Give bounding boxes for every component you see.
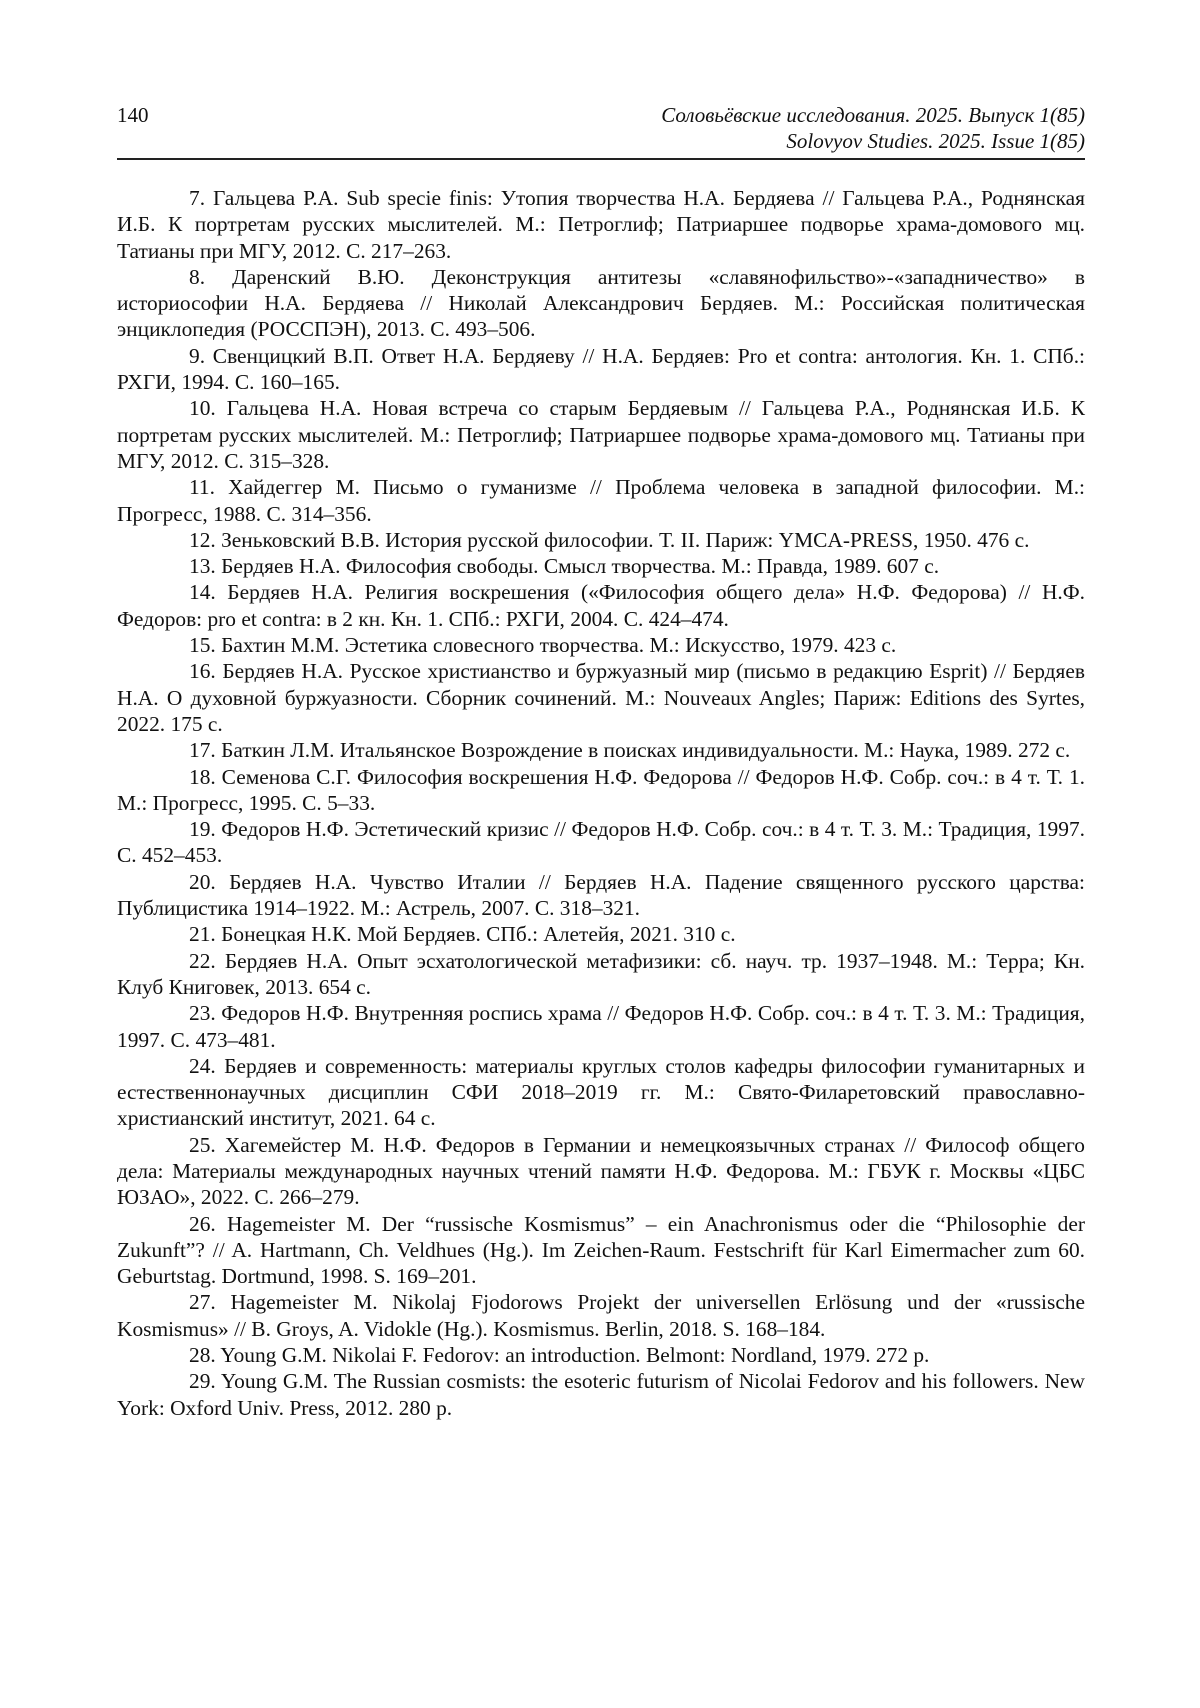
reference-item: 23. Федоров Н.Ф. Внутренняя роспись храма // Федоров Н.Ф. Собр. соч.: в 4 т. Т. 3. М.: Традиция, 1997. С. 473–481. xyxy=(117,1001,1085,1052)
reference-item: 10. Гальцева Н.А. Новая встреча со старым Бердяевым // Гальцева Р.А., Роднянская И.Б. К портретам русских мыслителей. М.: Петроглиф; Патриаршее подворье храма-домового мц. Татианы при МГУ, 2012. С. 315–328. xyxy=(117,396,1085,473)
reference-item: 11. Хайдеггер М. Письмо о гуманизме // Проблема человека в западной философии. М.: Прогресс, 1988. С. 314–356. xyxy=(117,475,1085,526)
journal-title-ru: Соловьёвские исследования. 2025. Выпуск 1(85) xyxy=(661,103,1085,127)
reference-item: 12. Зеньковский В.В. История русской философии. Т. II. Париж: YMCA-PRESS, 1950. 476 с. xyxy=(189,527,1030,552)
journal-title-en: Solovyov Studies. 2025. Issue 1(85) xyxy=(786,129,1085,153)
page-number: 140 xyxy=(117,103,149,127)
reference-item: 14. Бердяев Н.А. Религия воскрешения («Философия общего дела» Н.Ф. Федорова) // Н.Ф. Федоров: pro et contra: в 2 кн. Кн. 1. СПб.: РХГИ, 2004. С. 424–474. xyxy=(117,580,1085,631)
reference-item: 19. Федоров Н.Ф. Эстетический кризис // Федоров Н.Ф. Собр. соч.: в 4 т. Т. 3. М.: Традиция, 1997. С. 452–453. xyxy=(117,817,1085,868)
reference-item: 27. Hagemeister M. Nikolaj Fjodorows Projekt der universellen Erlösung und der «russische Kosmismus» // B. Groys, A. Vidokle (Hg.). Kosmismus. Berlin, 2018. S. 168–184. xyxy=(117,1290,1085,1341)
reference-item: 13. Бердяев Н.А. Философия свободы. Смысл творчества. М.: Правда, 1989. 607 с. xyxy=(189,554,940,579)
reference-item: 26. Hagemeister M. Der “russische Kosmismus” – ein Anachronismus oder die “Philosophie der Zukunft”? // A. Hartmann, Ch. Veldhues (Hg.). Im Zeichen-Raum. Festschrift für Karl Eimermacher zum 60. Geburtstag. Dortmund, 1998. S. 169–201. xyxy=(117,1211,1085,1289)
reference-item: 24. Бердяев и современность: материалы круглых столов кафедры философии гуманитарных и естественнонаучных дисциплин СФИ 2018–2019 гг. М.: Свято-Филаретовский православно-христианский институт, 2021. 64 с. xyxy=(117,1053,1085,1131)
reference-list xyxy=(117,185,1085,1421)
reference-item: 8. Даренский В.Ю. Деконструкция антитезы «славянофильство»-«западничество» в историософии Н.А. Бердяева // Николай Александрович Бердяев. М.: Российская политическая энциклопедия (РОССПЭН), 2013. С. 493–506. xyxy=(117,264,1085,342)
header-divider xyxy=(117,158,1085,160)
reference-item: 22. Бердяев Н.А. Опыт эсхатологической метафизики: сб. науч. тр. 1937–1948. М.: Терра; Кн. Клуб Книговек, 2013. 654 с. xyxy=(117,948,1085,999)
reference-item: 15. Бахтин М.М. Эстетика словесного творчества. М.: Искусство, 1979. 423 с. xyxy=(189,633,897,658)
reference-item: 21. Бонецкая Н.К. Мой Бердяев. СПб.: Алетейя, 2021. 310 с. xyxy=(189,922,736,947)
reference-item: 29. Young G.M. The Russian cosmists: the esoteric futurism of Nicolai Fedorov and his followers. New York: Oxford Univ. Press, 2012. 280 p. xyxy=(117,1369,1085,1420)
reference-item: 20. Бердяев Н.А. Чувство Италии // Бердяев Н.А. Падение священного русского царства: Публицистика 1914–1922. М.: Астрель, 2007. С. 318–321. xyxy=(117,869,1085,921)
reference-item: 17. Баткин Л.М. Итальянское Возрождение в поисках индивидуальности. М.: Наука, 1989. 272 с. xyxy=(189,738,1071,763)
reference-item: 7. Гальцева Р.А. Sub specie finis: Утопия творчества Н.А. Бердяева // Гальцева Р.А., Роднянская И.Б. К портретам русских мыслителей. М.: Петроглиф; Патриаршее подворье храма-домового мц. Татианы при МГУ, 2012. С. 217–263. xyxy=(117,186,1085,263)
page-header xyxy=(117,100,1085,158)
journal-title xyxy=(661,102,1085,154)
reference-item: 25. Хагемейстер М. Н.Ф. Федоров в Германии и немецкоязычных странах // Философ общего дела: Материалы международных научных чтений памяти Н.Ф. Федорова. М.: ГБУК г. Москвы «ЦБС ЮЗАО», 2022. С. 266–279. xyxy=(117,1132,1085,1210)
reference-item: 16. Бердяев Н.А. Русское христианство и буржуазный мир (письмо в редакцию Esprit) // Бердяев Н.А. О духовной буржуазности. Сборник сочинений. М.: Nouveaux Angles; Париж: Editions des Syrtes, 2022. 175 с. xyxy=(117,659,1085,736)
reference-item: 9. Свенцицкий В.П. Ответ Н.А. Бердяеву // Н.А. Бердяев: Pro et contra: антология. Кн. 1. СПб.: РХГИ, 1994. С. 160–165. xyxy=(117,343,1085,395)
reference-item: 28. Young G.M. Nikolai F. Fedorov: an introduction. Belmont: Nordland, 1979. 272 p. xyxy=(189,1343,930,1368)
reference-item: 18. Семенова С.Г. Философия воскрешения Н.Ф. Федорова // Федоров Н.Ф. Собр. соч.: в 4 т. Т. 1. М.: Прогресс, 1995. С. 5–33. xyxy=(117,764,1085,815)
